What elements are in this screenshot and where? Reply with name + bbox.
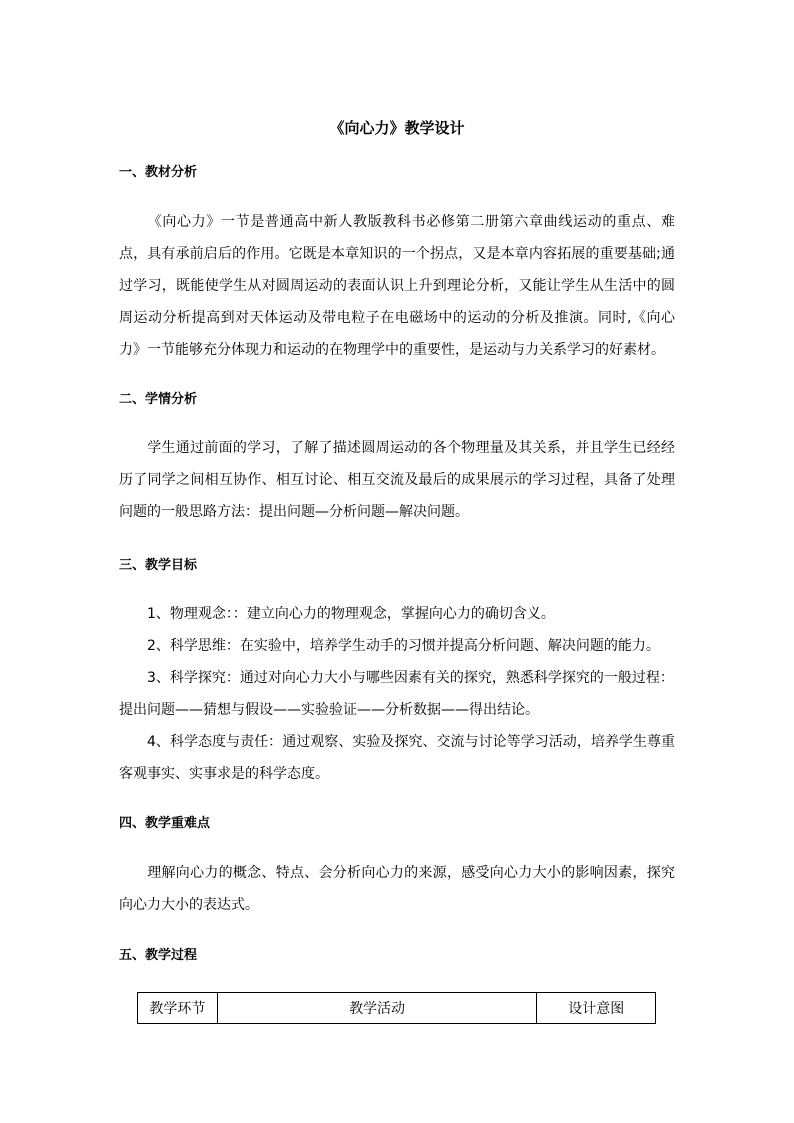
student-analysis-paragraph [119,432,675,528]
key-points-text: 理解向心力的概念、特点、会分析向心力的来源，感受向心力大小的影响因素，探究向心力大小的表达式。 [119,865,675,913]
material-analysis-text: 《向心力》一节是普通高中新人教版教科书必修第二册第六章曲线运动的重点、难点，具有承前启后的作用。它既是本章知识的一个拐点，又是本章内容拓展的重要基础;通过学习，既能使学生从对圆周运动的表面认识上升到理论分析，又能让学生从生活中的圆周运动分析提高到对天体运动及带电粒子在电磁场中的运动的分析及推演。同时,《向心力》一节能够充分体现力和运动的在物理学中的重要性，是运动与力关系学习的好素材。 [119,214,675,358]
section-heading-teaching-process: 五、教学过程 [119,948,198,963]
table-header-cell: 教学环节 [138,993,218,1024]
table-header-row [138,993,656,1024]
goal-item-4-text: 4、科学态度与责任：通过观察、实验及探究、交流与讨论等学习活动，培养学生尊重客观事实、实事求是的科学态度。 [119,734,675,782]
key-points-paragraph [119,857,675,921]
goal-item-2-text: 2、科学思维：在实验中，培养学生动手的习惯并提高分析问题、解决问题的能力。 [147,638,660,654]
teaching-process-table [137,992,656,1024]
goal-item-2 [119,630,675,662]
section-heading-student-analysis: 二、学情分析 [119,392,198,407]
goal-item-1 [119,598,675,630]
section-heading-material-analysis: 一、教材分析 [119,165,198,180]
table-header-cell: 教学活动 [217,993,537,1024]
goal-item-3-text: 3、科学探究：通过对向心力大小与哪些因素有关的探究，熟悉科学探究的一般过程： [147,670,674,686]
document-title: 《向心力》教学设计 [329,119,465,137]
section-heading-key-points: 四、教学重难点 [119,816,211,831]
goal-item-3-continued: 提出问题——猜想与假设——实验验证——分析数据——得出结论。 [119,702,539,718]
table-header-cell: 设计意图 [537,993,656,1024]
section-heading-teaching-goals: 三、教学目标 [119,558,198,573]
goal-item-1-text: 1、物理观念：：建立向心力的物理观念，掌握向心力的确切含义。 [147,606,555,622]
goal-item-3 [119,662,675,694]
material-analysis-paragraph [119,206,675,366]
student-analysis-text: 学生通过前面的学习，了解了描述圆周运动的各个物理量及其关系，并且学生已经经历了同学之间相互协作、相互讨论、相互交流及最后的成果展示的学习过程，具备了处理问题的一般思路方法：提出问题—分析问题—解决问题。 [119,440,675,520]
goal-item-4 [119,726,675,790]
